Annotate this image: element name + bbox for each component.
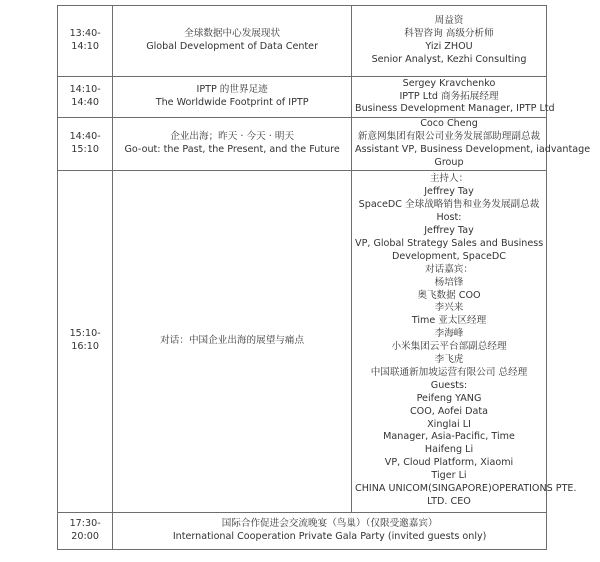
speaker-line: Tiger Li	[431, 470, 467, 482]
speaker-line: 对话嘉宾：	[425, 263, 473, 275]
speaker-line: Senior Analyst, Kezhi Consulting	[371, 53, 527, 65]
speaker-line: Peifeng YANG	[416, 392, 482, 404]
agenda-body	[58, 6, 591, 550]
speaker-line: Assistant VP, Business Development, iadvantage	[355, 143, 591, 155]
speaker-line: 主持人：	[429, 173, 469, 185]
speaker-line: CHINA UNICOM(SINGAPORE)OPERATIONS PTE.	[355, 483, 577, 495]
speaker-line: VP, Cloud Platform, Xiaomi	[384, 457, 514, 469]
speaker-line: IPTP Ltd 商务拓展经理	[399, 90, 499, 102]
event-line: 国际合作促进会交流晚宴（鸟巢）（仅限受邀嘉宾）	[221, 517, 438, 529]
speaker-line: Coco Cheng	[420, 118, 478, 129]
speaker-line: 李海峰	[434, 328, 464, 340]
speaker-line: Host:	[436, 212, 462, 224]
speaker-line: 杨培锋	[434, 276, 464, 288]
speaker-cell	[352, 6, 547, 77]
speaker-line: 李飞虎	[434, 354, 464, 366]
speaker-line: 新意网集团有限公司业务发展部助理副总裁	[357, 130, 541, 142]
speaker-line: SpaceDC 全球战略销售和业务发展副总裁	[358, 199, 540, 211]
speaker-line: Xinglai LI	[427, 418, 471, 430]
speaker-line: Development, SpaceDC	[391, 250, 506, 262]
topic-cell	[113, 170, 352, 512]
topic-line: Global Development of Data Center	[146, 41, 319, 52]
speaker-line: 小米集团云平台部副总经理	[391, 341, 507, 353]
speaker-line: LTD. CEO	[427, 496, 471, 507]
time-slot: 14:10-14:40	[58, 77, 113, 118]
time-slot: 14:40-15:10	[58, 118, 113, 171]
topic-line: IPTP 的世界足迹	[196, 84, 268, 96]
agenda-row	[58, 6, 547, 77]
topic-line: 企业出海；昨天 · 今天 · 明天	[170, 130, 295, 142]
topic-cell	[113, 6, 352, 77]
agenda-row	[58, 118, 547, 171]
speaker-line: Time 亚太区经理	[411, 315, 487, 327]
speaker-line: 李兴来	[434, 302, 464, 314]
event-cell	[113, 512, 547, 549]
speaker-line: Manager, Asia-Pacific, Time	[383, 431, 515, 443]
speaker-line: Jeffrey Tay	[424, 186, 474, 198]
speaker-line: Guests:	[430, 379, 468, 391]
agenda-table	[57, 5, 591, 550]
agenda-row	[58, 512, 547, 549]
time-slot: 17:30-20:00	[58, 512, 113, 549]
speaker-cell	[352, 118, 591, 171]
speaker-line: COO, Aofei Data	[409, 405, 489, 417]
speaker-line: Jeffrey Tay	[424, 224, 474, 236]
speaker-line: VP, Global Strategy Sales and Business	[355, 237, 544, 249]
agenda-row	[58, 77, 547, 118]
speaker-line: 奥飞数据 COO	[417, 289, 481, 301]
topic-cell	[113, 77, 352, 118]
speaker-line: 周益资	[434, 15, 464, 27]
speaker-line: 科智咨询 高级分析师	[404, 28, 494, 40]
topic-line: 对话：中国企业出海的展望与痛点	[160, 334, 305, 346]
speaker-cell	[352, 77, 555, 118]
speaker-line: Haifeng Li	[424, 444, 474, 456]
agenda-row	[58, 170, 547, 512]
time-slot: 15:10-16:10	[58, 170, 113, 512]
time-slot: 13:40-14:10	[58, 6, 113, 77]
speaker-line: Sergey Kravchenko	[402, 77, 496, 89]
speaker-cell	[352, 170, 577, 512]
speaker-line: Group	[434, 156, 464, 168]
event-line: International Cooperation Private Gala Party (invited guests only)	[172, 530, 487, 542]
topic-line: Go-out: the Past, the Present, and the Future	[124, 143, 340, 155]
topic-line: 全球数据中心发展现状	[184, 28, 281, 40]
speaker-line: Business Development Manager, IPTP Ltd	[355, 103, 555, 115]
topic-cell	[113, 118, 352, 171]
speaker-line: 中国联通新加坡运营有限公司 总经理	[370, 366, 528, 378]
topic-line: The Worldwide Footprint of IPTP	[155, 97, 309, 108]
speaker-line: Yizi ZHOU	[425, 41, 473, 52]
